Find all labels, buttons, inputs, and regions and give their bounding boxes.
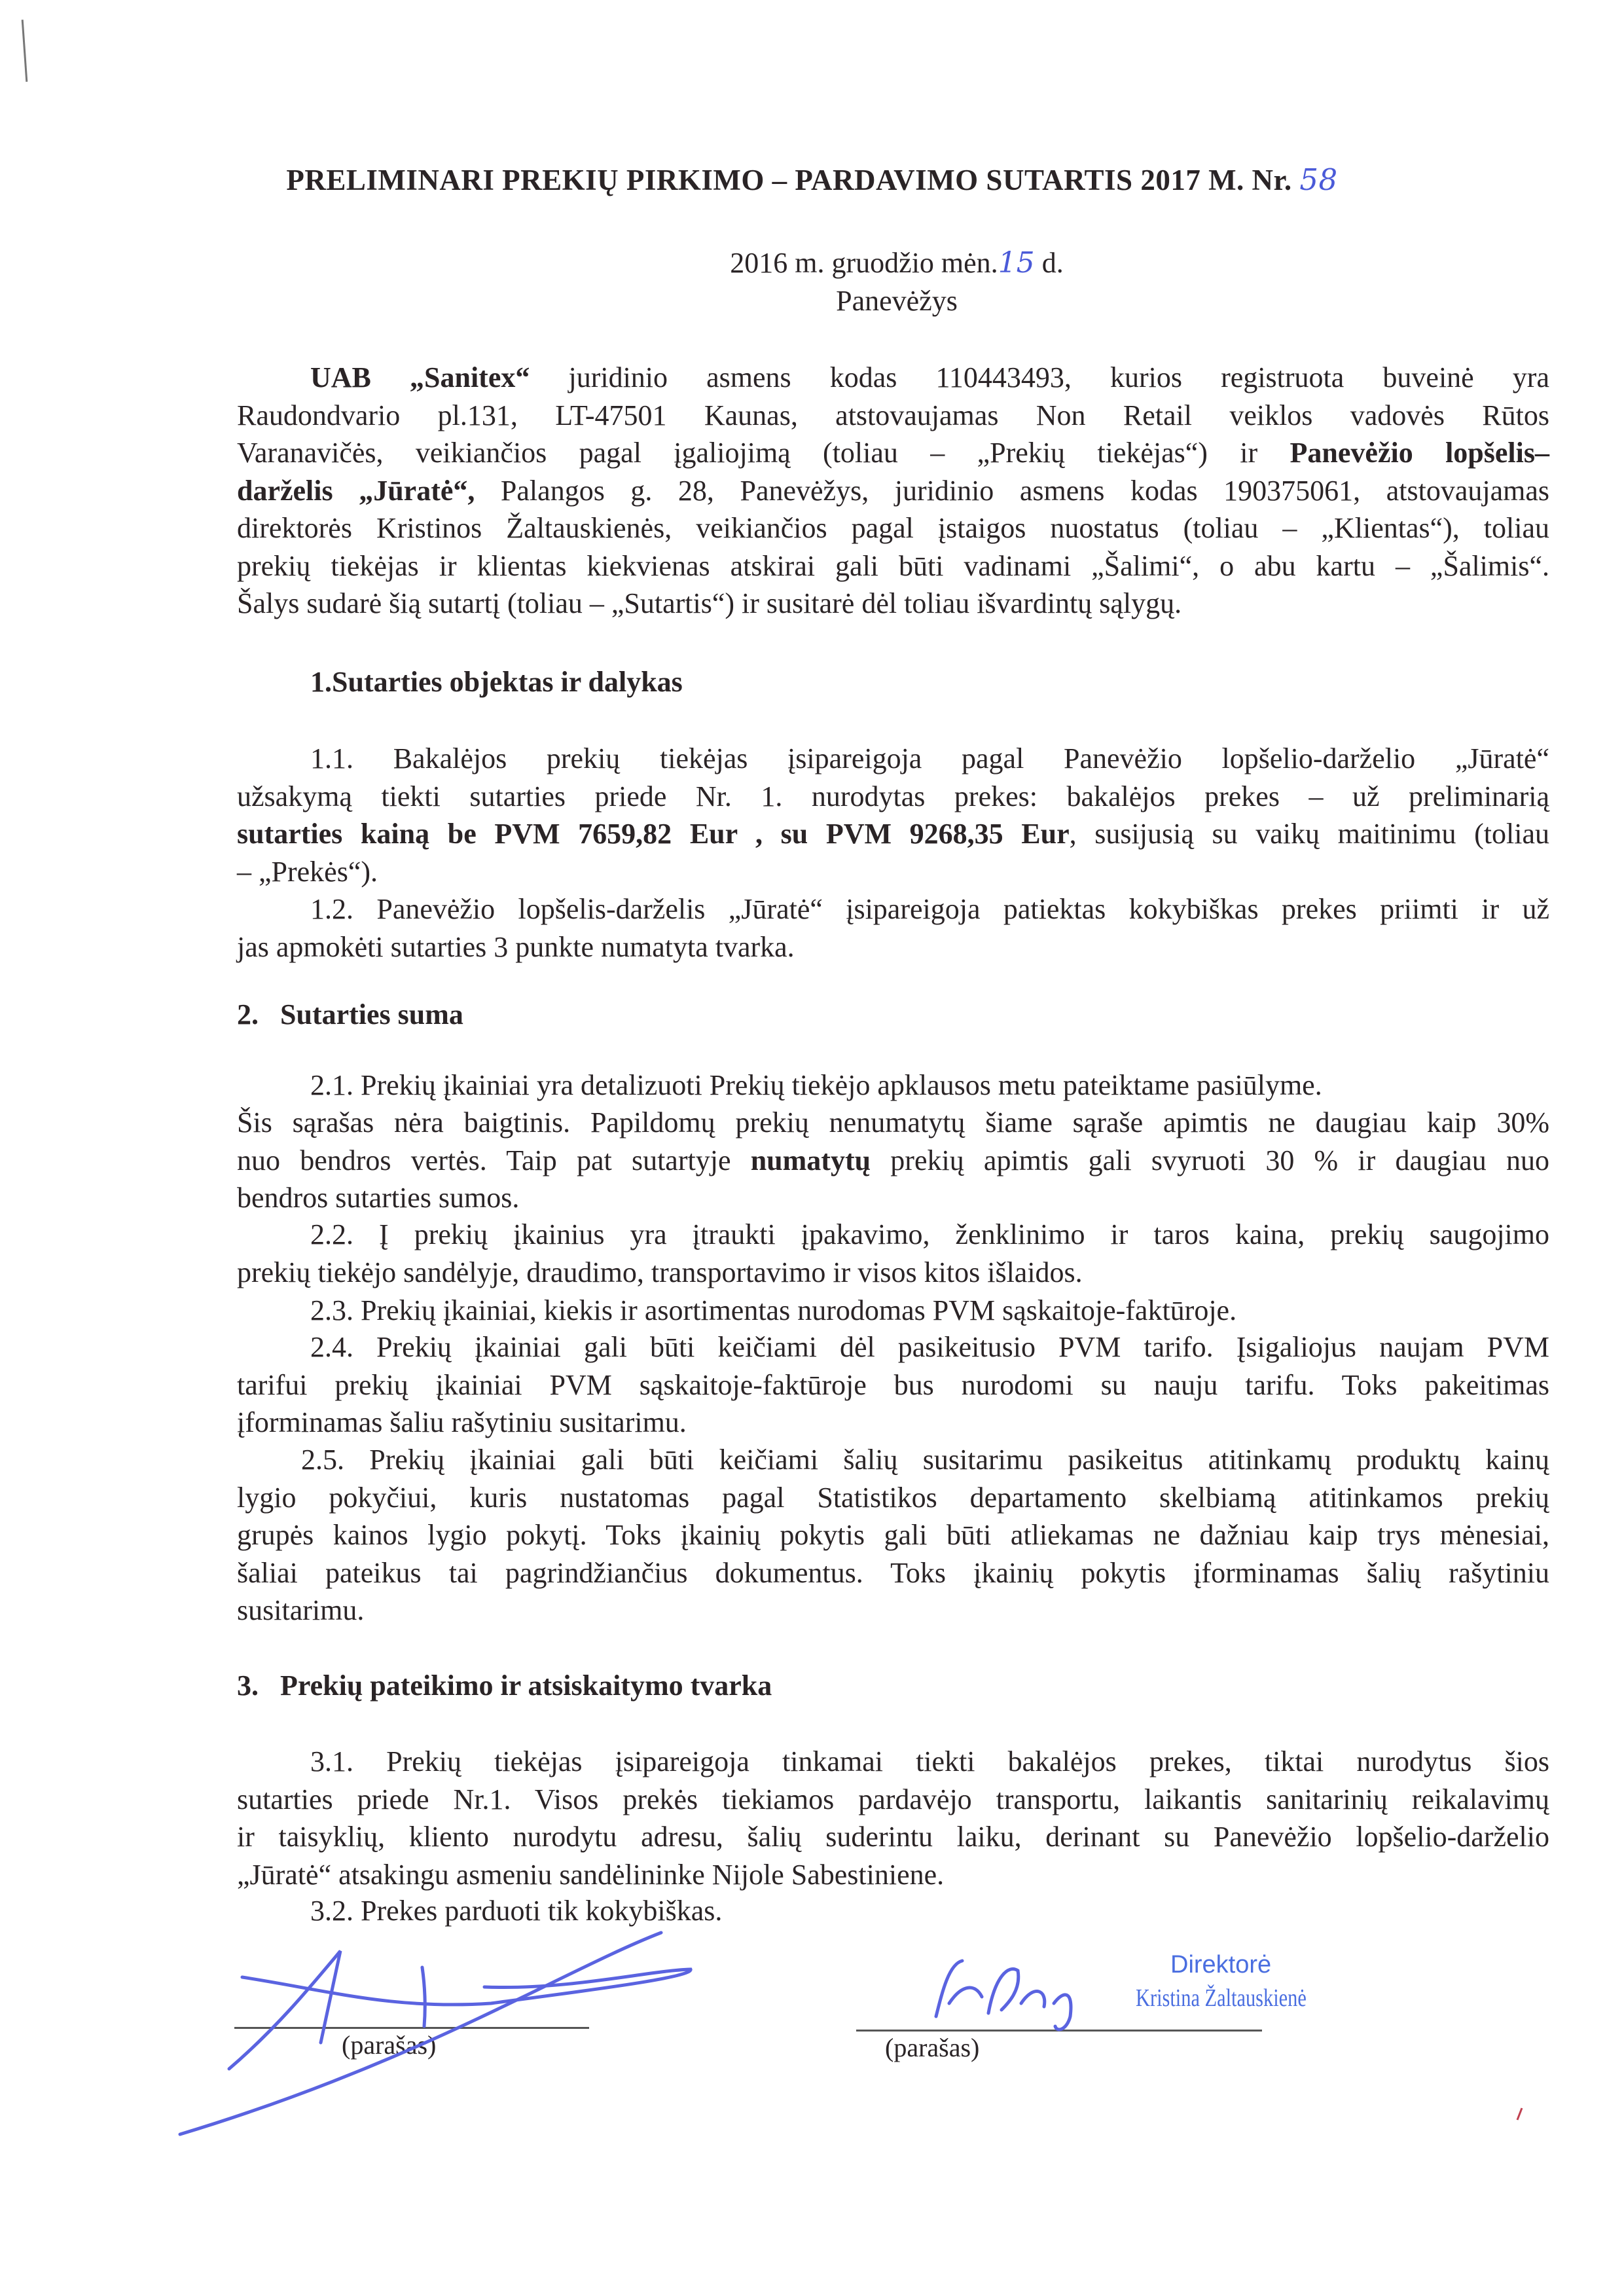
text-run: šaliai pateikus tai pagrindžiančius dokumentus. Toks įkainių pokytis įforminamas šalių rašytiniu [237,1556,1549,1589]
text-run: 2.5. Prekių įkainiai gali būti keičiami šalių susitarimu pasikeitus atitinkamų produktų kainų [301,1444,1549,1476]
text-run: sutarties priede Nr.1. Visos prekės tiekiamos pardavėjo transportu, laikantis sanitarinių reikalavimų [237,1783,1549,1815]
text-run: užsakymą tiekti sutarties priede Nr. 1. nurodytas prekes: bakalėjos prekes – už preliminarią [237,780,1549,812]
text-run: Šalys sudarė šią sutartį (toliau – „Sutartis“) ir susitarė dėl toliau išvardintų sąlygų. [237,587,1182,619]
text-run: 1.1. Bakalėjos prekių tiekėjas įsipareigoja pagal Panevėžio lopšelio-darželio „Jūratė“ [310,742,1549,774]
section-2-heading: 2. Sutarties suma [237,998,463,1030]
left-signature-label: (parašas) [342,2030,437,2060]
text-run: susitarimu. [237,1594,365,1626]
text-run: juridinio asmens kodas 110443493, kurios registruota buveinė yra [530,361,1549,393]
text-run: 2.4. Prekių įkainiai gali būti keičiami dėl pasikeitusio PVM tarifo. Įsigaliojus naujam PVM [310,1331,1549,1363]
left-signature-stroke [422,1967,425,2026]
text-run: 2.1. Prekių įkainiai yra detalizuoti Prekių tiekėjo apklausos metu pateiktame pasiūlyme. [310,1069,1322,1101]
text-run: direktorės Kristinos Žaltauskienės, veikiančios pagal įstaigos nuostatus (toliau – „Klientas“), toliau [237,512,1549,544]
bold-text-run: darželis „Jūratė“, [237,474,475,507]
text-run: Varanavičės, veikiančios pagal įgaliojimą (toliau – „Prekių tiekėjas“) ir [237,437,1290,469]
text-run: 2.3. Prekių įkainiai, kiekis ir asortimentas nurodomas PVM sąskaitoje-faktūroje. [310,1294,1237,1326]
section-3-heading: 3. Prekių pateikimo ir atsiskaitymo tvarka [237,1669,772,1702]
stamp-title: Direktorė [1170,1951,1272,1978]
text-run: Palangos g. 28, Panevėžys, juridinio asmens kodas 190375061, atstovaujamas [475,474,1549,507]
text-run: jas apmokėti sutarties 3 punkte numatyta tvarka. [237,930,795,963]
text-run: 3.2. Prekes parduoti tik kokybiškas. [310,1895,723,1927]
text-run: Raudondvario pl.131, LT-47501 Kaunas, atstovaujamas Non Retail veiklos vadovės Rūtos [237,399,1549,431]
text-run: lygio pokyčiui, kuris nustatomas pagal Statistikos departamento skelbiamą atitinkamos prekių [237,1481,1549,1514]
bold-text-run: numatytų [750,1144,871,1176]
stamp-name: Kristina Žaltauskienė [1136,1984,1307,2012]
date-suffix: d. [1034,247,1064,279]
title-text: PRELIMINARI PREKIŲ PIRKIMO – PARDAVIMO SUTARTIS 2017 M. Nr. [286,164,1292,196]
bold-text-run: Panevėžio lopšelis– [1290,437,1549,469]
date-prefix: 2016 m. gruodžio mėn. [730,247,998,279]
text-run: prekių tiekėjas ir klientas kiekvienas atskirai gali būti vadinami „Šalimi“, o abu kartu – „Šalimis“. [237,549,1549,582]
left-signature-stroke [180,1933,661,2134]
text-run: 1.2. Panevėžio lopšelis-darželis „Jūratė“ įsipareigoja patiektas kokybiškas prekes priimti ir už [310,893,1549,925]
bold-text-run: UAB „Sanitex“ [310,361,530,393]
left-signature-stroke [229,1951,340,2069]
handwritten-day: 15 [998,246,1035,280]
text-run: Šis sąrašas nėra baigtinis. Papildomų prekių nenumatytų šiame sąraše apimtis ne daugiau kaip 30% [237,1106,1549,1139]
text-run: – „Prekės“). [237,855,378,888]
stray-mark [1517,2108,1522,2120]
handwritten-contract-number: 58 [1299,162,1338,197]
text-run: prekių apimtis gali svyruoti 30 % ir daugiau nuo [871,1144,1550,1176]
text-run: „Jūratė“ atsakingu asmeniu sandėlininke Nijole Sabestiniene. [237,1858,945,1891]
section-1-heading: 1.Sutarties objektas ir dalykas [310,666,683,698]
text-run: grupės kainos lygio pokytį. Toks įkainių pokytis gali būti atliekamas ne dažniau kaip trys mėnesiai, [237,1519,1549,1551]
bold-text-run: sutarties kainą be PVM 7659,82 Eur , su PVM 9268,35 Eur [237,818,1070,850]
text-run: 3.1. Prekių tiekėjas įsipareigoja tinkamai tiekti bakalėjos prekes, tiktai nurodytus šios [310,1745,1549,1777]
text-run: tarifui prekių įkainiai PVM sąskaitoje-faktūroje bus nurodomi su nauju tarifu. Toks pakeitimas [237,1368,1549,1401]
right-signature-stroke [936,1961,1071,2030]
text-run: ir taisyklių, kliento nurodytu adresu, šalių suderintu laiku, derinant su Panevėžio lopšelio-darželio [237,1821,1549,1853]
text-run: , susijusią su vaikų maitinimu (toliau [1069,818,1549,850]
text-run: bendros sutarties sumos. [237,1182,520,1214]
right-signature-label: (parašas) [885,2033,980,2062]
document-place: Panevėžys [836,285,958,317]
text-run: prekių tiekėjo sandėlyje, draudimo, transportavimo ir visos kitos išlaidos. [237,1256,1083,1288]
text-run: nuo bendros vertės. Taip pat sutartyje [237,1144,751,1176]
text-run: įforminamas šaliu rašytiniu susitarimu. [237,1406,687,1438]
text-run: 2.2. Į prekių įkainius yra įtraukti įpakavimo, ženklinimo ir taros kaina, prekių saugojimo [310,1218,1549,1250]
